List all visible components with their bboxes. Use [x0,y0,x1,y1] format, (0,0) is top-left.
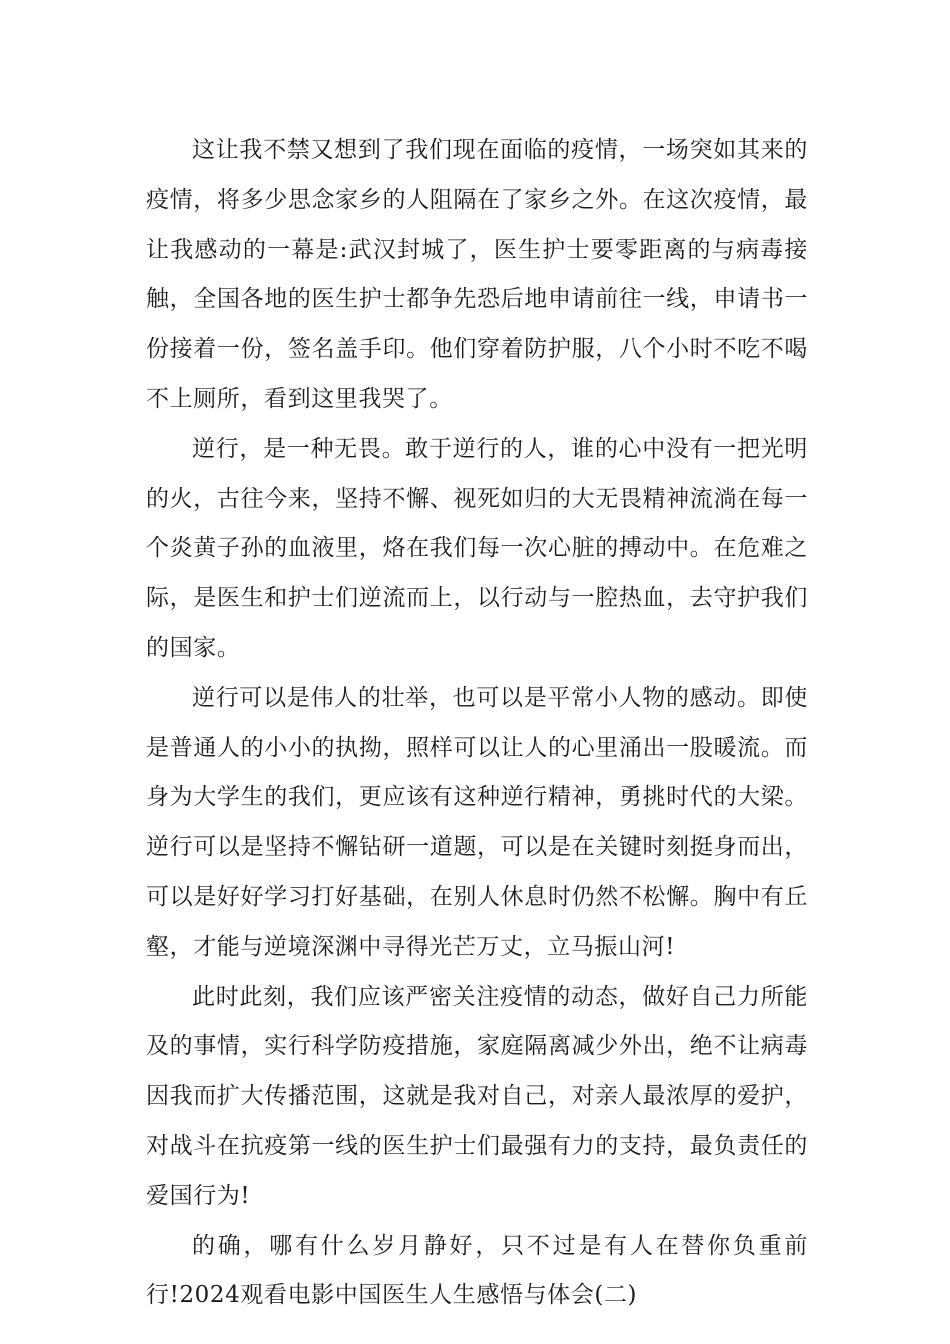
document-body [146,126,808,1321]
paragraph-5: 的确，哪有什么岁月静好，只不过是有人在替你负重前行!2024观看电影中国医生人生感悟与体会(二) [146,1232,808,1309]
paragraph-3: 逆行可以是伟人的壮举，也可以是平常小人物的感动。即使是普通人的小小的执拗，照样可以让人的心里涌出一股暖流。而身为大学生的我们，更应该有这种逆行精神，勇挑时代的大梁。逆行可以是坚持不懈钻研一道题，可以是在关键时刻挺身而出，可以是好好学习打好基础，在别人休息时仍然不松懈。胸中有丘壑，才能与逆境深渊中寻得光芒万丈，立马振山河! [146,684,808,960]
paragraph-1: 这让我不禁又想到了我们现在面临的疫情，一场突如其来的疫情，将多少思念家乡的人阻隔在了家乡之外。在这次疫情，最让我感动的一幕是:武汉封城了，医生护士要零距离的与病毒接触，全国各地的医生护士都争先恐后地申请前往一线，申请书一份接着一份，签名盖手印。他们穿着防护服，八个小时不吃不喝不上厕所，看到这里我哭了。 [146,137,808,412]
paragraph-2: 逆行，是一种无畏。敢于逆行的人，谁的心中没有一把光明的火，古往今来，坚持不懈、视死如归的大无畏精神流淌在每一个炎黄子孙的血液里，烙在我们每一次心脏的搏动中。在危难之际，是医生和护士们逆流而上，以行动与一腔热血，去守护我们的国家。 [146,435,808,661]
paragraph-4: 此时此刻，我们应该严密关注疫情的动态，做好自己力所能及的事情，实行科学防疫措施，家庭隔离减少外出，绝不让病毒因我而扩大传播范围，这就是我对自己，对亲人最浓厚的爱护，对战斗在抗疫第一线的医生护士们最强有力的支持，最负责任的爱国行为! [146,983,808,1209]
